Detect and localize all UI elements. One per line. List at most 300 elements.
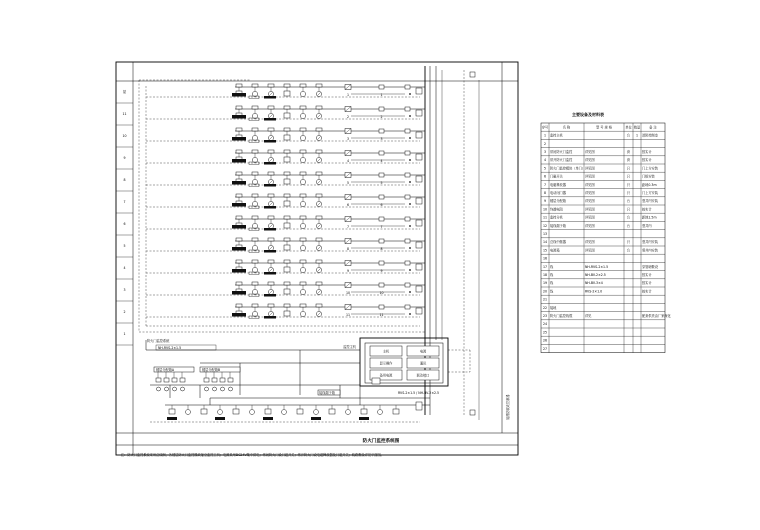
monitor-module (284, 135, 290, 140)
legend-row (543, 215, 657, 220)
device-tag (311, 417, 321, 420)
host-cell-4: 通讯 (419, 361, 427, 366)
floor-label: 5 (123, 244, 126, 248)
legend-name: 线 (550, 273, 554, 277)
legend-name: 线 (550, 281, 554, 286)
host-cell-6: 联动接口 (416, 373, 430, 378)
floor-row (116, 260, 425, 279)
monitor-module (284, 267, 290, 272)
legend-no: 27 (542, 346, 548, 351)
legend-note: 配套供货由厂家深化 (642, 314, 671, 318)
legend-unit: 台 (626, 215, 631, 220)
legend-unit: 只 (626, 174, 631, 179)
door-contact (252, 267, 257, 272)
legend-unit: 只 (626, 240, 631, 245)
legend-no: 8 (543, 191, 547, 195)
legend-row (544, 157, 652, 162)
legend-spec: 详见图 (585, 199, 595, 204)
legend-name: 楼层分配箱 (550, 199, 566, 204)
floor-number: 5 (346, 181, 350, 185)
legend-note: 按实计 (642, 289, 652, 294)
legend-header: 型 号 规 格 (596, 125, 612, 130)
floor-terminal (416, 308, 422, 314)
legend-row (543, 272, 652, 277)
device-tag (263, 417, 273, 420)
bottom-contact (282, 410, 287, 415)
legend-row (544, 142, 546, 146)
floor-row (116, 172, 425, 191)
floor-label: 7 (123, 200, 126, 204)
legend-name: 常开防火门监控 (550, 158, 573, 163)
floor-row (116, 238, 425, 257)
floor-number: 6 (380, 203, 383, 207)
legend-header: 名 称 (562, 125, 571, 130)
legend-name: 线 (550, 264, 554, 269)
legend-header: 单位 (625, 125, 632, 130)
legend-unit: 只 (626, 182, 631, 187)
door-contact (300, 113, 305, 118)
legend-no: 18 (542, 273, 548, 277)
lower-module (172, 378, 177, 382)
device-tag (264, 140, 276, 143)
floor-number: 8 (346, 247, 350, 251)
legend-no: 9 (543, 199, 547, 204)
floor-label: 10 (122, 134, 127, 138)
floor-label: 6 (123, 222, 126, 226)
legend-title: 主要设备及材料表 (572, 112, 604, 117)
group-label-a: 楼层分配箱A (156, 368, 175, 372)
floor-label: 1 (123, 332, 126, 336)
legend-no: 17 (542, 264, 548, 269)
floor-number: 7 (346, 225, 350, 229)
legend-note: 门框安装 (642, 174, 655, 179)
legend-no: 7 (543, 182, 547, 187)
legend-name: 监控分机 (550, 215, 563, 220)
legend-spec: RVS-2×1.0 (585, 289, 603, 294)
legend-name: 防火门监控线缆 (550, 314, 573, 318)
legend-no: 2 (543, 141, 547, 146)
device-tag (264, 250, 276, 253)
lower-contact (221, 387, 225, 391)
lower-contact (229, 387, 233, 391)
floor-row (116, 304, 425, 323)
floor-number: 10 (345, 291, 351, 295)
legend-name: 接地 (550, 305, 557, 310)
legend-spec: 详见图 (585, 207, 595, 212)
lower-devices (156, 372, 233, 391)
legend-name: 接线端子箱 (550, 223, 566, 228)
floor-terminal (416, 88, 422, 94)
floor-label: 8 (123, 178, 126, 182)
floor-terminal (416, 154, 422, 160)
legend-unit: 台 (626, 223, 631, 228)
floor-number: 10 (379, 291, 384, 295)
floor-row (116, 128, 425, 147)
floor-terminal (416, 220, 422, 226)
legend-no: 25 (542, 330, 548, 335)
legend-no: 11 (542, 215, 548, 220)
legend-no: 6 (543, 174, 547, 179)
bottom-module (169, 409, 175, 414)
legend-spec: 详见图 (585, 248, 595, 253)
floor-terminal (416, 242, 422, 248)
legend-spec: 详见图 (585, 166, 595, 171)
floor-row (116, 332, 133, 345)
legend-header: 备 注 (649, 125, 657, 130)
floor-label: 11 (122, 112, 127, 116)
host-cell-3: 显示操作 (379, 361, 393, 366)
bottom-module (201, 409, 207, 414)
door-contact (300, 157, 305, 162)
device-tag (264, 206, 276, 209)
device-tag (232, 269, 246, 273)
legend-note: 距地0.3m (642, 182, 657, 187)
floor-terminal (416, 132, 422, 138)
door-contact (300, 267, 305, 272)
monitor-module (284, 223, 290, 228)
bottom-module (297, 409, 303, 414)
door-contact (300, 135, 305, 140)
legend-row (543, 288, 652, 293)
floor-number: 11 (345, 313, 351, 317)
legend-unit: 只 (626, 166, 631, 171)
monitor-module (284, 201, 290, 206)
legend-note: 按实计 (642, 207, 652, 212)
legend-unit: 台 (626, 248, 631, 253)
legend-no: 10 (542, 207, 548, 212)
legend-note: 竖井内安装 (642, 240, 658, 245)
legend-qty: 1 (635, 133, 639, 138)
legend-row (543, 206, 652, 211)
device-tag (232, 313, 246, 317)
legend-spec: NH-RVS-2×1.5 (585, 264, 609, 269)
legend-no: 3 (543, 150, 547, 154)
device-tag (264, 184, 276, 187)
bottom-contact (186, 410, 191, 415)
door-contact (252, 223, 257, 228)
legend-row (543, 264, 659, 269)
device-tag (359, 417, 369, 420)
riser-terminal (470, 72, 475, 77)
legend-name: 电源箱 (550, 248, 560, 253)
lower-module (220, 378, 225, 382)
device-tag (232, 203, 246, 207)
right-note: 接消防联动控制器 (506, 394, 510, 420)
door-contact (252, 91, 257, 96)
floor-terminal (416, 198, 422, 204)
floor-number: 7 (380, 225, 383, 229)
host-controller (343, 338, 470, 386)
legend-row (544, 198, 659, 203)
legend-no: 12 (542, 223, 548, 228)
legend-no: 20 (542, 289, 548, 294)
floor-number: 1 (380, 93, 383, 97)
floor-number: 5 (380, 181, 383, 185)
door-contact (300, 201, 305, 206)
device-tag (264, 272, 276, 275)
legend-no: 23 (542, 314, 548, 318)
legend-unit: 台 (626, 133, 631, 138)
legend-name: 电磁释放器 (550, 182, 566, 187)
lower-module (212, 378, 217, 382)
bus-label-short: NH-RVS-2×1.5 (158, 346, 182, 350)
legend-spec: 详见图 (585, 223, 595, 228)
floor-number: 4 (346, 159, 350, 163)
monitor-module (284, 179, 290, 184)
legend-name: 监控主机 (550, 133, 563, 138)
door-contact (252, 179, 257, 184)
legend-row (544, 174, 656, 179)
host-label: 监控主机 (343, 345, 356, 349)
legend-spec: 详见 (585, 314, 592, 318)
bus-label: RVS-2×1.5 / NH-BV-2×2.5 (398, 391, 440, 395)
legend-no: 26 (542, 338, 548, 343)
device-tag (264, 96, 276, 99)
floor-number: 11 (379, 313, 384, 317)
legend-note: 门上方安装 (642, 166, 658, 171)
device-tag (232, 247, 246, 251)
legend-spec: 详见图 (585, 158, 595, 163)
legend-note: 竖井内安装 (642, 199, 658, 204)
monitor-module (284, 245, 290, 250)
door-contact (300, 91, 305, 96)
floor-label: 4 (123, 266, 126, 270)
monitor-module (284, 91, 290, 96)
door-contact (252, 201, 257, 206)
door-contact (300, 289, 305, 294)
floor-row (116, 106, 425, 125)
legend-note: 按实计 (642, 273, 652, 277)
device-tag (264, 162, 276, 165)
legend-note: 按实计 (642, 150, 652, 154)
bottom-contact (378, 410, 383, 415)
floor-row (116, 150, 425, 169)
floor-number: 8 (380, 247, 383, 251)
legend-no: 13 (542, 232, 548, 236)
bottom-module (233, 409, 239, 414)
legend-spec: 详见图 (585, 174, 595, 179)
legend-spec: NH-BV-3×4 (585, 281, 603, 286)
door-contact (252, 157, 257, 162)
legend-row (544, 165, 659, 170)
legend-spec: NH-BV-2×2.5 (585, 273, 606, 277)
floor-label: 3 (123, 288, 126, 292)
legend-no: 16 (542, 256, 548, 261)
bottom-module (393, 409, 399, 414)
lower-contact (181, 387, 185, 391)
drawing-title: 防火门监控系统图 (362, 439, 400, 444)
legend-spec: 详见图 (585, 240, 595, 245)
left-note: 防火门监控系统 (147, 339, 170, 343)
legend-row (543, 339, 547, 343)
legend-no: 14 (542, 240, 548, 245)
legend-row (544, 190, 659, 195)
device-tag (264, 294, 276, 297)
legend-name: 常闭防火门监控 (550, 150, 573, 154)
door-contact (300, 311, 305, 316)
legend-note: 按实计 (642, 158, 652, 163)
lower-contact (213, 387, 217, 391)
floor-number: 4 (380, 159, 383, 163)
lower-contact (205, 387, 209, 391)
legend-name: 电动闭门器 (550, 191, 566, 195)
legend-note: 竖井内安装 (642, 248, 658, 253)
legend-note: 按实计 (642, 281, 652, 286)
bottom-contact (346, 410, 351, 415)
device-tag (232, 137, 246, 141)
legend-spec: 详见图 (585, 191, 595, 195)
legend-name: 总线中继器 (550, 240, 566, 245)
legend-row (544, 133, 659, 138)
legend-unit: 只 (626, 191, 631, 195)
legend-note: 穿管暗敷设 (642, 264, 658, 269)
door-contact (300, 223, 305, 228)
lower-module (228, 378, 233, 382)
floor-row (116, 84, 425, 103)
legend-row (543, 247, 659, 252)
device-tag (264, 118, 276, 121)
legend-note: 门上方安装 (642, 191, 658, 195)
floor-terminal (416, 264, 422, 270)
legend-note: 距地1.5m (642, 215, 657, 220)
floor-terminal (416, 176, 422, 182)
lower-contact (173, 387, 177, 391)
floor-label: 2 (123, 310, 126, 314)
legend-unit: 套 (626, 150, 631, 154)
lower-module (156, 378, 161, 382)
legend-note: 竖井内 (642, 223, 652, 228)
legend-no: 15 (542, 248, 548, 253)
door-contact (252, 289, 257, 294)
monitor-module (284, 113, 290, 118)
floor-number: 2 (380, 115, 383, 119)
door-contact (252, 245, 257, 250)
floor-number: 3 (346, 137, 350, 141)
legend-row (543, 298, 547, 302)
legend-row (543, 313, 672, 318)
lower-module (204, 378, 209, 382)
legend-name: 防火门监控模块（单门） (550, 166, 586, 171)
floor-terminal (416, 110, 422, 116)
floor-number: 3 (380, 137, 383, 141)
lower-module (164, 378, 169, 382)
bottom-module (361, 409, 367, 414)
floor-row (116, 216, 425, 235)
floor-number: 9 (346, 269, 350, 273)
bottom-contact (218, 410, 223, 415)
device-tag (264, 316, 276, 319)
legend-unit: 台 (626, 199, 631, 204)
device-tag (232, 225, 246, 229)
legend-row (543, 257, 547, 261)
door-contact (252, 311, 257, 316)
legend-row (543, 223, 652, 228)
legend-row (543, 347, 547, 351)
legend-row (543, 280, 652, 285)
riser-terminal (470, 410, 475, 415)
lower-contact (165, 387, 169, 391)
monitor-module (284, 157, 290, 162)
terminal-label: 接线端子箱 (319, 391, 335, 395)
bottom-module (329, 409, 335, 414)
legend-spec: 详见图 (585, 215, 595, 220)
door-contact (300, 245, 305, 250)
monitor-module (284, 289, 290, 294)
legend-unit: 套 (626, 158, 631, 163)
device-tag (232, 181, 246, 185)
device-tag (167, 417, 177, 420)
legend-row (543, 232, 547, 236)
drawing-frame (116, 62, 518, 455)
legend-no: 4 (543, 158, 547, 163)
door-contact (252, 113, 257, 118)
legend-row (544, 182, 657, 187)
device-tag (232, 291, 246, 295)
floor-number: 2 (346, 115, 350, 119)
legend-name: 终端电阻 (550, 207, 563, 212)
floor-label: 9 (123, 156, 126, 160)
host-cell-5: 备用电源 (379, 373, 393, 378)
floor-number: 6 (346, 203, 350, 207)
legend-no: 5 (543, 166, 547, 171)
device-tag (264, 228, 276, 231)
lower-contact (157, 387, 161, 391)
legend-header: 数量 (633, 125, 641, 130)
legend-row (543, 305, 557, 310)
floor-row (116, 282, 425, 301)
legend-no: 24 (542, 322, 548, 327)
bottom-contact (250, 410, 255, 415)
floor-row (116, 194, 425, 213)
legend-unit: 只 (626, 207, 631, 212)
legend-name: 门磁开关 (550, 174, 563, 179)
drawing-notes: 注：防火门监控系统采用总线制，各楼层防火门监控模块接至监控主机；电源采用DC24V集中供电；常闭防火门设门磁开关；常开防火门设电磁释放器及门磁开关；线路敷设详见平面图。 (121, 453, 384, 457)
lower-module (180, 378, 185, 382)
monitor-module (284, 311, 290, 316)
legend-row (543, 330, 547, 334)
bottom-device-row (150, 402, 430, 422)
legend-row (544, 149, 652, 154)
legend-no: 22 (542, 305, 548, 310)
legend-no: 19 (542, 281, 548, 286)
device-tag (232, 115, 246, 119)
door-contact (252, 135, 257, 140)
legend-no: 1 (543, 133, 547, 138)
legend-table (541, 123, 671, 353)
floor-number: 1 (346, 93, 350, 97)
legend-header: 序号 (541, 125, 549, 130)
group-label-b: 楼层分配箱B (202, 368, 221, 372)
legend-no: 21 (542, 297, 548, 302)
host-cell-1: 主机 (382, 349, 390, 354)
legend-name: 线 (550, 289, 554, 294)
floor-number: 9 (380, 269, 383, 273)
floor-label: 屋 (122, 90, 127, 94)
legend-note: 消防控制室 (642, 133, 658, 138)
legend-spec: 详见图 (585, 150, 595, 154)
device-tag (215, 417, 225, 420)
host-cell-2: 电源 (419, 349, 427, 354)
floor-terminal (416, 286, 422, 292)
bottom-contact (314, 410, 319, 415)
legend-row (543, 239, 659, 244)
door-contact (300, 179, 305, 184)
legend-spec: 详见图 (585, 182, 595, 187)
device-tag (232, 159, 246, 163)
bottom-module (265, 409, 271, 414)
device-tag (232, 93, 246, 97)
legend-row (543, 322, 547, 326)
